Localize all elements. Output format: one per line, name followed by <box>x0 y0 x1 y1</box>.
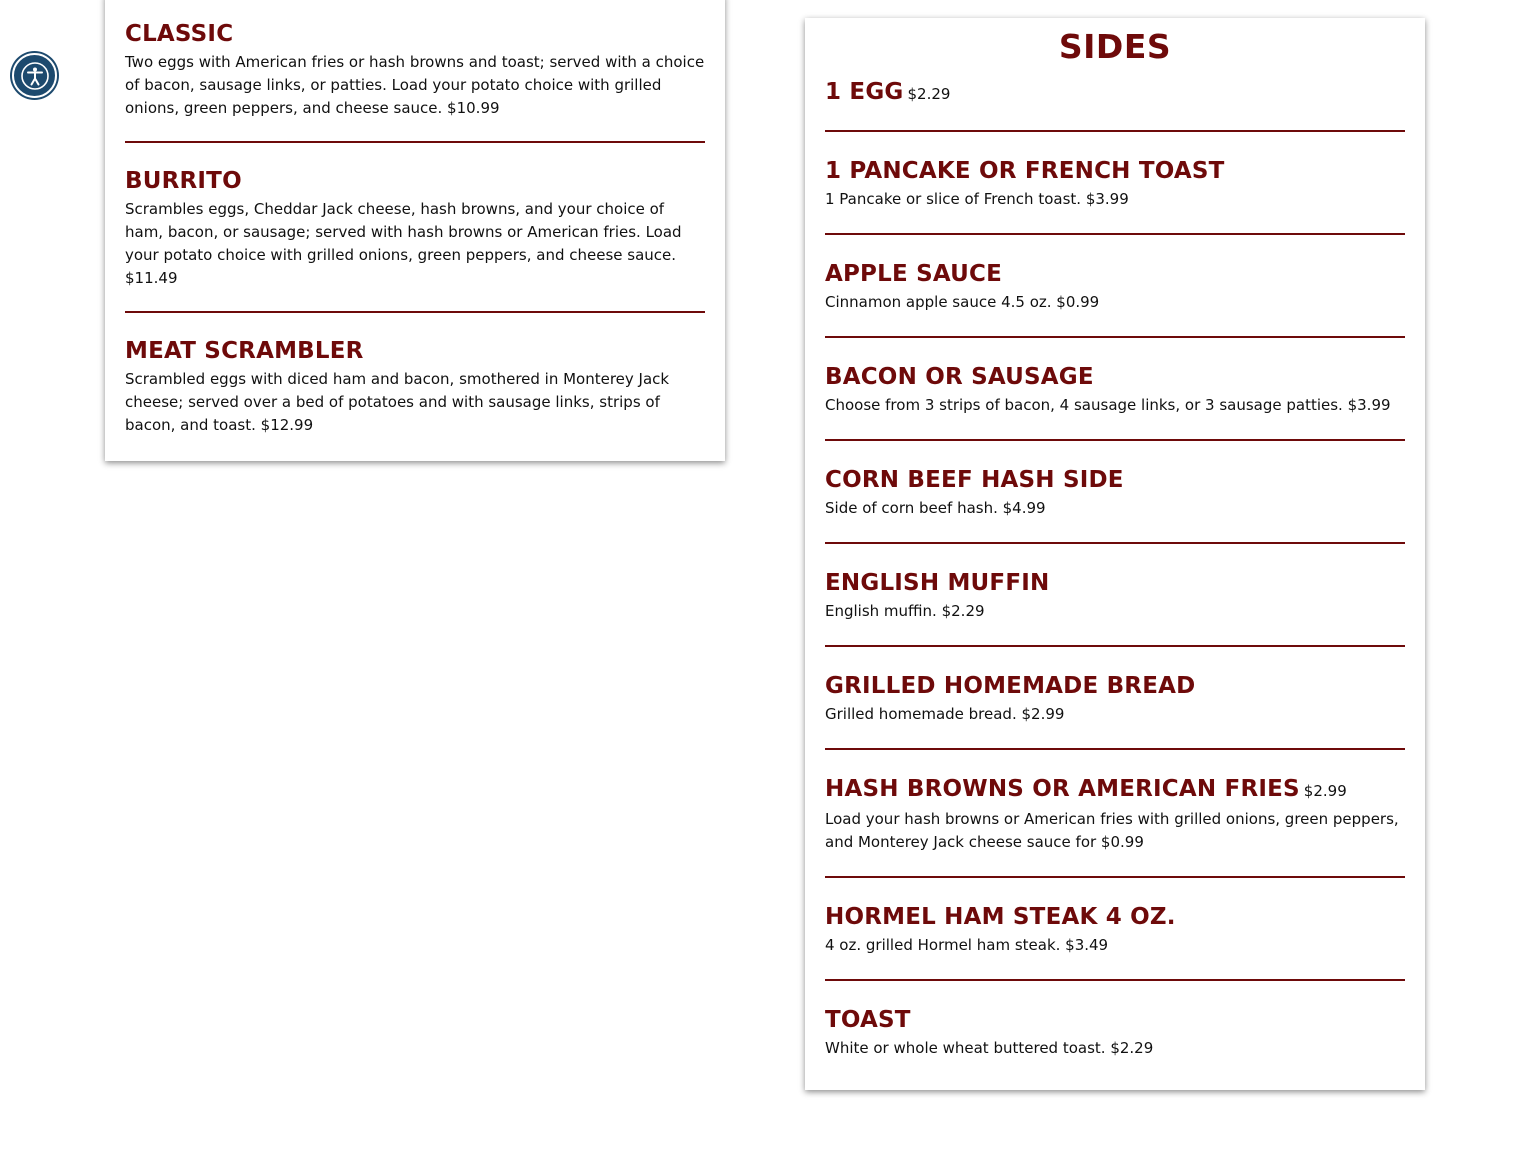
menu-item <box>825 569 1405 647</box>
item-title: GRILLED HOMEMADE BREAD <box>825 673 1196 699</box>
item-title: CLASSIC <box>125 21 234 47</box>
item-name: HASH BROWNS OR AMERICAN FRIES <box>825 776 1300 802</box>
sides-menu-card <box>805 18 1425 1090</box>
divider <box>825 233 1405 235</box>
divider <box>825 748 1405 750</box>
menu-item <box>125 337 705 437</box>
menu-item <box>825 78 1405 132</box>
item-description: Grilled homemade bread. $2.99 <box>825 705 1065 723</box>
item-title <box>825 78 1405 108</box>
item-description: Cinnamon apple sauce 4.5 oz. $0.99 <box>825 293 1100 311</box>
item-description: Load your hash browns or American fries with grilled onions, green peppers, and Monterey Jack cheese sauce for $0.99 <box>825 810 1399 851</box>
menu-item <box>825 1006 1405 1060</box>
item-description: Side of corn beef hash. $4.99 <box>825 499 1046 517</box>
menu-item <box>125 20 705 143</box>
divider <box>125 311 705 313</box>
menu-item <box>825 157 1405 235</box>
menu-item <box>825 466 1405 544</box>
item-title: ENGLISH MUFFIN <box>825 570 1050 596</box>
item-title: APPLE SAUCE <box>825 261 1003 287</box>
item-title: 1 PANCAKE OR FRENCH TOAST <box>825 158 1225 184</box>
item-title: HORMEL HAM STEAK 4 OZ. <box>825 904 1176 930</box>
item-description: Scrambled eggs with diced ham and bacon, smothered in Monterey Jack cheese; served over a bed of potatoes and with sausage links, strips of bacon, and toast. $12.99 <box>125 370 670 434</box>
item-title: TOAST <box>825 1007 911 1033</box>
divider <box>825 439 1405 441</box>
item-description: Two eggs with American fries or hash browns and toast; served with a choice of bacon, sausage links, or patties. Load your potato choice with grilled onions, green peppers, and cheese sauce. $10.99 <box>125 53 705 117</box>
divider <box>825 542 1405 544</box>
divider <box>825 979 1405 981</box>
item-title: BURRITO <box>125 168 242 194</box>
accessibility-button[interactable] <box>12 53 57 98</box>
divider <box>825 645 1405 647</box>
item-price: $2.99 <box>1303 782 1347 800</box>
menu-item <box>825 903 1405 981</box>
accessibility-icon <box>20 61 50 91</box>
item-description: 4 oz. grilled Hormel ham steak. $3.49 <box>825 936 1109 954</box>
divider <box>825 130 1405 132</box>
item-description: English muffin. $2.29 <box>825 602 985 620</box>
menu-item <box>825 363 1405 441</box>
menu-item <box>125 167 705 313</box>
item-title: BACON OR SAUSAGE <box>825 364 1094 390</box>
divider <box>125 141 705 143</box>
divider <box>825 336 1405 338</box>
item-description: 1 Pancake or slice of French toast. $3.99 <box>825 190 1129 208</box>
item-title <box>825 775 1405 805</box>
item-description: Scrambles eggs, Cheddar Jack cheese, hash browns, and your choice of ham, bacon, or sausage; served with hash browns or American fries. Load your potato choice with grilled onions, green peppers, and cheese sauce. $11.49 <box>125 200 682 287</box>
item-name: 1 EGG <box>825 79 904 105</box>
menu-item <box>825 672 1405 750</box>
item-title: MEAT SCRAMBLER <box>125 338 364 364</box>
menu-item <box>825 775 1405 878</box>
section-title: SIDES <box>1058 27 1172 66</box>
item-description: Choose from 3 strips of bacon, 4 sausage links, or 3 sausage patties. $3.99 <box>825 396 1391 414</box>
menu-item <box>825 260 1405 338</box>
item-title: CORN BEEF HASH SIDE <box>825 467 1124 493</box>
divider <box>825 876 1405 878</box>
breakfast-menu-card <box>105 0 725 461</box>
item-description: White or whole wheat buttered toast. $2.29 <box>825 1039 1154 1057</box>
item-price: $2.29 <box>907 85 951 103</box>
